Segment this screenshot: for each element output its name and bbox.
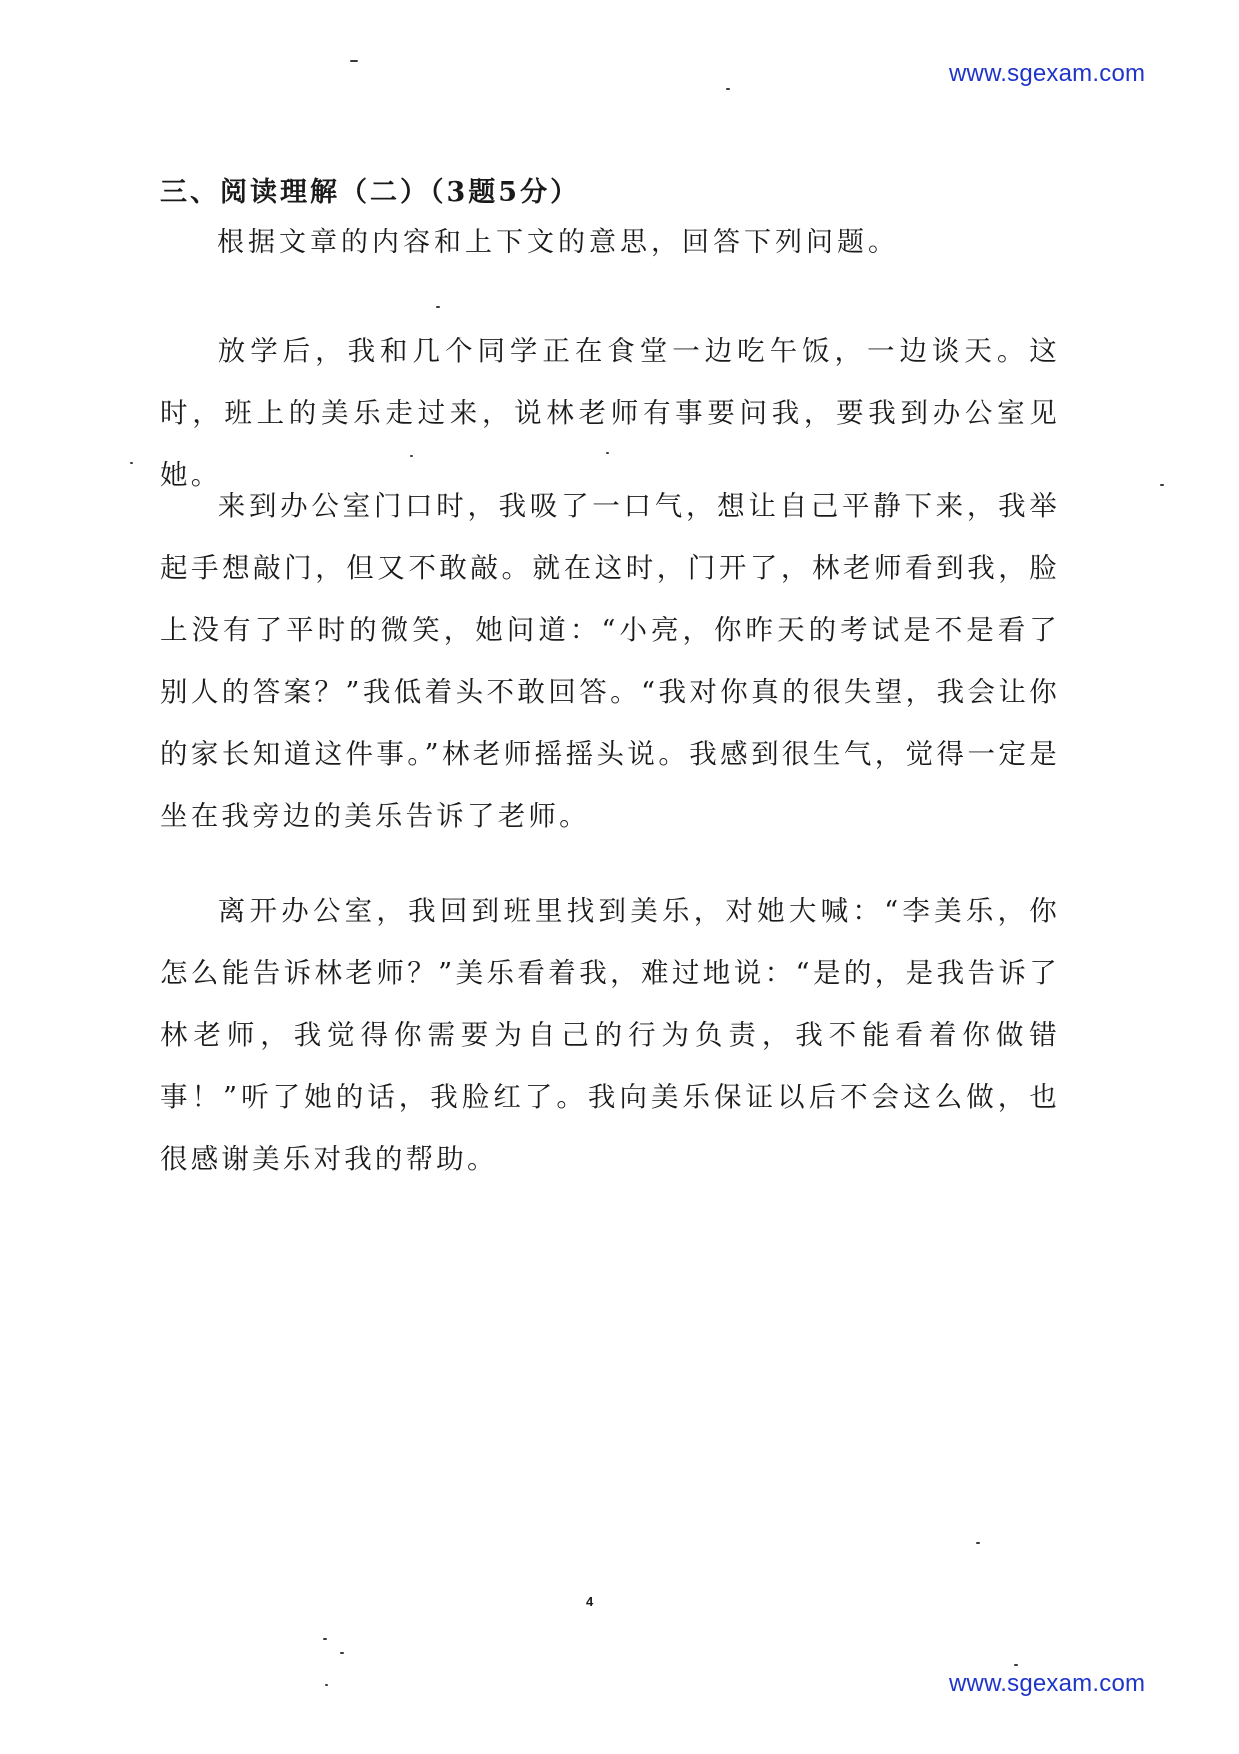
- scan-speck: [350, 60, 358, 62]
- scan-speck: [726, 88, 730, 90]
- passage-paragraph-1: 放学后，我和几个同学正在食堂一边吃午饭，一边谈天。这时，班上的美乐走过来，说林老师有事要问我，要我到办公室见她。: [160, 335, 1060, 491]
- scan-speck: [325, 1684, 328, 1686]
- scan-speck: [606, 452, 609, 454]
- scan-speck: [410, 455, 413, 457]
- scan-speck: [976, 1542, 980, 1544]
- passage-paragraph-3: 离开办公室，我回到班里找到美乐，对她大喊：“李美乐，你怎么能告诉林老师？”美乐看着我，难过地说：“是的，是我告诉了林老师，我觉得你需要为自己的行为负责，我不能看着你做错事！”听了她的话，我脸红了。我向美乐保证以后不会这么做，也很感谢美乐对我的帮助。: [160, 895, 1060, 1175]
- scan-speck: [436, 306, 440, 308]
- scan-speck: [340, 1652, 344, 1654]
- scan-speck: [130, 462, 133, 464]
- section-title: 三、阅读理解（二）（3题5分）: [160, 177, 581, 208]
- instruction-text: 根据文章的内容和上下文的意思，回答下列问题。: [217, 227, 899, 258]
- scan-speck: [323, 1638, 327, 1640]
- watermark-top: www.sgexam.com: [949, 60, 1146, 87]
- scan-speck: [1160, 484, 1164, 486]
- watermark-bottom: www.sgexam.com: [949, 1670, 1146, 1697]
- passage-paragraph-2: 来到办公室门口时，我吸了一口气，想让自己平静下来，我举起手想敲门，但又不敢敲。就在这时，门开了，林老师看到我，脸上没有了平时的微笑，她问道：“小亮，你昨天的考试是不是看了别人的答案？”我低着头不敢回答。“我对你真的很失望，我会让你的家长知道这件事。”林老师摇摇头说。我感到很生气，觉得一定是坐在我旁边的美乐告诉了老师。: [160, 490, 1060, 832]
- page-number: 4: [586, 1594, 594, 1609]
- scan-speck: [1014, 1664, 1018, 1666]
